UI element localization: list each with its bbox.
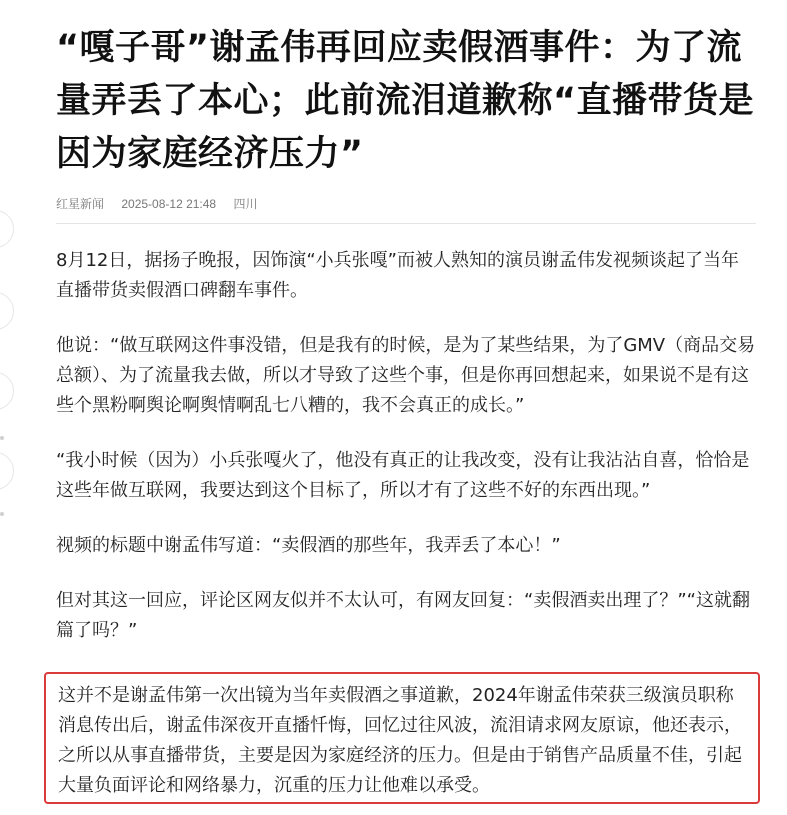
article-location: 四川 (233, 197, 258, 211)
favorite-action-button[interactable] (0, 372, 14, 410)
article-title: “嘎子哥”谢孟伟再回应卖假酒事件：为了流量弄丢了本心；此前流泪道歉称“直播带货是因为家庭经济压力” (56, 28, 755, 174)
like-action-button[interactable] (0, 210, 14, 248)
article-paragraph: 他说：“做互联网这件事没错，但是我有的时候，是为了某些结果，为了GMV（商品交易总额）、为了流量我去做，所以才导致了这些个事，但是你再回想起来，如果说不是有这些个黑粉啊舆论啊舆情啊乱七八糟的，我不会真正的成长。” (56, 335, 756, 416)
share-action-button[interactable] (0, 452, 14, 490)
article-paragraph: 视频的标题中谢孟伟写道：“卖假酒的那些年，我弄丢了本心！” (56, 535, 561, 556)
meta-divider (56, 223, 756, 224)
article-meta (56, 195, 756, 215)
article-paragraph: 8月12日，据扬子晚报，因饰演“小兵张嘎”而被人熟知的演员谢孟伟发视频谈起了当年直播带货卖假酒口碑翻车事件。 (56, 250, 740, 301)
highlighted-paragraph-box (44, 672, 760, 804)
article-source[interactable]: 红星新闻 (56, 197, 105, 211)
article-datetime: 2025-08-12 21:48 (121, 197, 217, 211)
highlighted-paragraph: 这并不是谢孟伟第一次出镜为当年卖假酒之事道歉，2024年谢孟伟荣获三级演员职称消息传出后，谢孟伟深夜开直播忏悔，回忆过往风波，流泪请求网友原谅，他还表示，之所以从事直播带货，主要是因为家庭经济的压力。但是由于销售产品质量不佳，引起大量负面评论和网络暴力，沉重的压力让他难以承受。 (58, 685, 742, 796)
comment-action-button[interactable] (0, 292, 14, 330)
article-paragraph: 但对其这一回应，评论区网友似并不太认可，有网友回复：“卖假酒卖出理了？”“这就翻篇了吗？” (56, 590, 750, 641)
rail-divider-dot (0, 436, 4, 440)
left-action-rail (0, 0, 14, 815)
article-paragraph: “我小时候（因为）小兵张嘎火了，他没有真正的让我改变，没有让我沾沾自喜，恰恰是这些年做互联网，我要达到这个目标了，所以才有了这些不好的东西出现。” (56, 450, 750, 501)
rail-divider-dot (0, 512, 4, 516)
article (56, 22, 756, 646)
